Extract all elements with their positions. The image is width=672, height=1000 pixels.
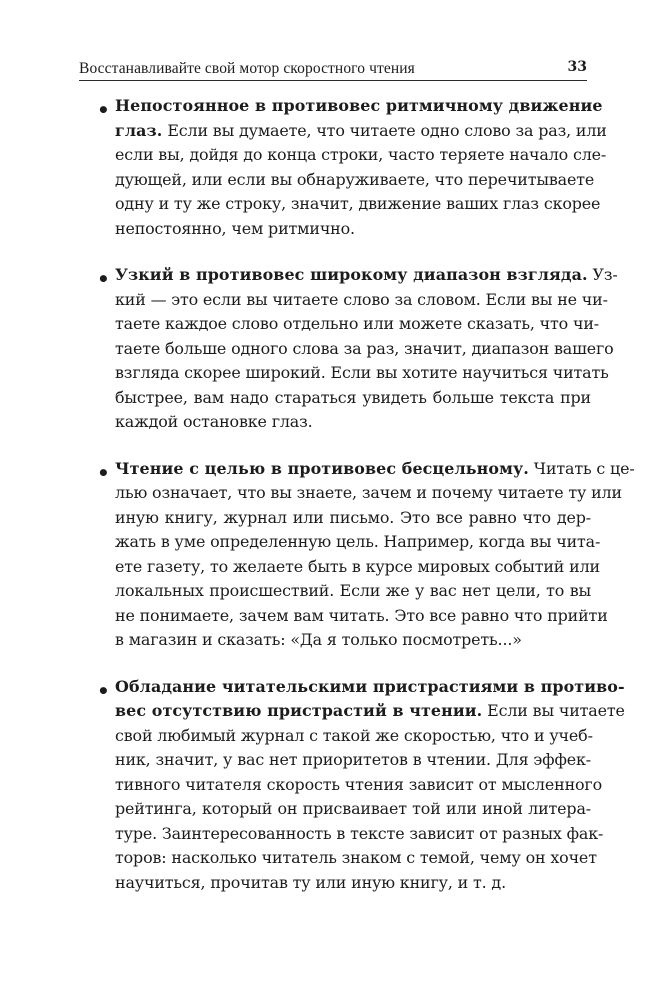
body-text: одну и ту же строку, значит, движение ваших глаз скорее [115,194,601,213]
text-line [115,481,622,506]
bold-lead-phrase: Узкий в противовес широкому диапазон взгляда. [115,265,588,284]
bold-lead-phrase: Обладание читательскими пристрастиями в противо- [115,676,625,696]
text-line [115,217,591,242]
text-line [115,410,591,435]
text-line [115,871,591,896]
bullet-item [97,94,607,241]
body-text: рейтинга, который он присваивает той или иной литера- [115,799,591,818]
page-body [97,94,635,917]
text-line [115,506,591,531]
text-line [115,94,603,119]
text-line [115,337,614,362]
body-text: быстрее, вам надо стараться увидеть больше текста при [115,387,591,407]
body-text: если вы, дойдя до конца строки, часто теряете начало сле- [115,145,607,164]
bullet-marker: • [97,267,110,291]
bullet-paragraph [115,457,635,653]
body-text: кий — это если вы читаете слово за словом. Если вы не чи- [115,289,608,309]
text-line [115,361,609,386]
bullet-paragraph [115,675,625,896]
body-text: научиться, прочитав ту или иную книгу, и т. д. [115,872,506,892]
bold-lead-phrase: Чтение с целью в противовес бесцельному. [115,458,529,478]
body-text: ете газету, то желаете быть в курсе мировых событий или [115,556,600,576]
text-line [115,555,600,580]
text-line [115,699,625,724]
body-text: тивного читателя скорость чтения зависит от мысленного [115,774,603,794]
text-line [115,579,591,604]
bullet-item [97,457,635,653]
text-line [115,386,591,411]
text-line [115,192,601,217]
bullet-marker: • [97,678,110,703]
body-text: иную книгу, журнал или письмо. Это все равно что дер- [115,507,591,527]
text-line [115,530,601,555]
body-text: Если вы читаете [482,701,625,720]
bullet-marker: • [97,98,110,122]
body-text: локальных происшествий. Если же у вас нет цели, то вы [115,581,591,600]
bullet-item [97,675,625,896]
text-line [115,797,591,822]
text-line [115,312,600,337]
text-line [115,748,591,773]
body-text: туре. Заинтересованность в тексте зависит от разных фак- [115,823,604,843]
text-line [115,604,608,629]
text-line [115,168,595,193]
body-text: в магазин и сказать: «Да я только посмотреть...» [115,630,522,649]
text-line [115,724,591,749]
running-title: Восстанавливайте свой мотор скоростного чтения [79,60,415,77]
text-line [115,822,604,847]
body-text: непостоянно, чем ритмично. [115,218,355,238]
bold-lead-phrase: вес отсутствию пристрастий в чтении. [115,701,483,720]
text-line [115,288,608,313]
bullet-paragraph [115,263,618,435]
body-text: свой любимый журнал с такой же скоростью, что и учеб- [115,725,593,745]
body-text: лью означает, что вы знаете, зачем и почему читаете ту или [115,483,622,502]
body-text: таете больше одного слова за раз, значит, диапазон вашего [115,338,614,358]
text-line [115,263,618,288]
text-line [115,675,625,700]
bullet-marker: • [97,460,110,485]
bullet-item [97,263,618,435]
body-text: Читать с це- [528,458,635,478]
body-text: торов: насколько читатель знаком с темой, чему он хочет [115,848,597,867]
body-text: Уз- [587,265,618,284]
bullet-list [97,94,635,895]
text-line [115,628,591,653]
body-text: Если вы думаете, что читаете одно слово за раз, или [162,120,607,140]
bullet-paragraph [115,94,607,241]
running-header [79,56,587,81]
body-text: ник, значит, у вас нет приоритетов в чтении. Для эффек- [115,750,591,769]
body-text: каждой остановке глаз. [115,412,313,431]
bold-lead-phrase: глаз. [115,120,163,140]
text-line [115,119,607,144]
page-number: 33 [567,59,587,75]
body-text: взгляда скорее широкий. Если вы хотите научиться читать [115,363,609,382]
body-text: дующей, или если вы обнаруживаете, что перечитываете [115,169,595,189]
body-text: таете каждое слово отдельно или можете сказать, что чи- [115,314,600,333]
body-text: не понимаете, зачем вам читать. Это все равно что прийти [115,605,608,625]
text-line [115,143,607,168]
bold-lead-phrase: Непостоянное в противовес ритмичному движение [115,96,603,115]
text-line [115,457,635,482]
body-text: жать в уме определенную цель. Например, когда вы чита- [115,532,601,551]
text-line [115,846,597,871]
text-line [115,773,603,798]
